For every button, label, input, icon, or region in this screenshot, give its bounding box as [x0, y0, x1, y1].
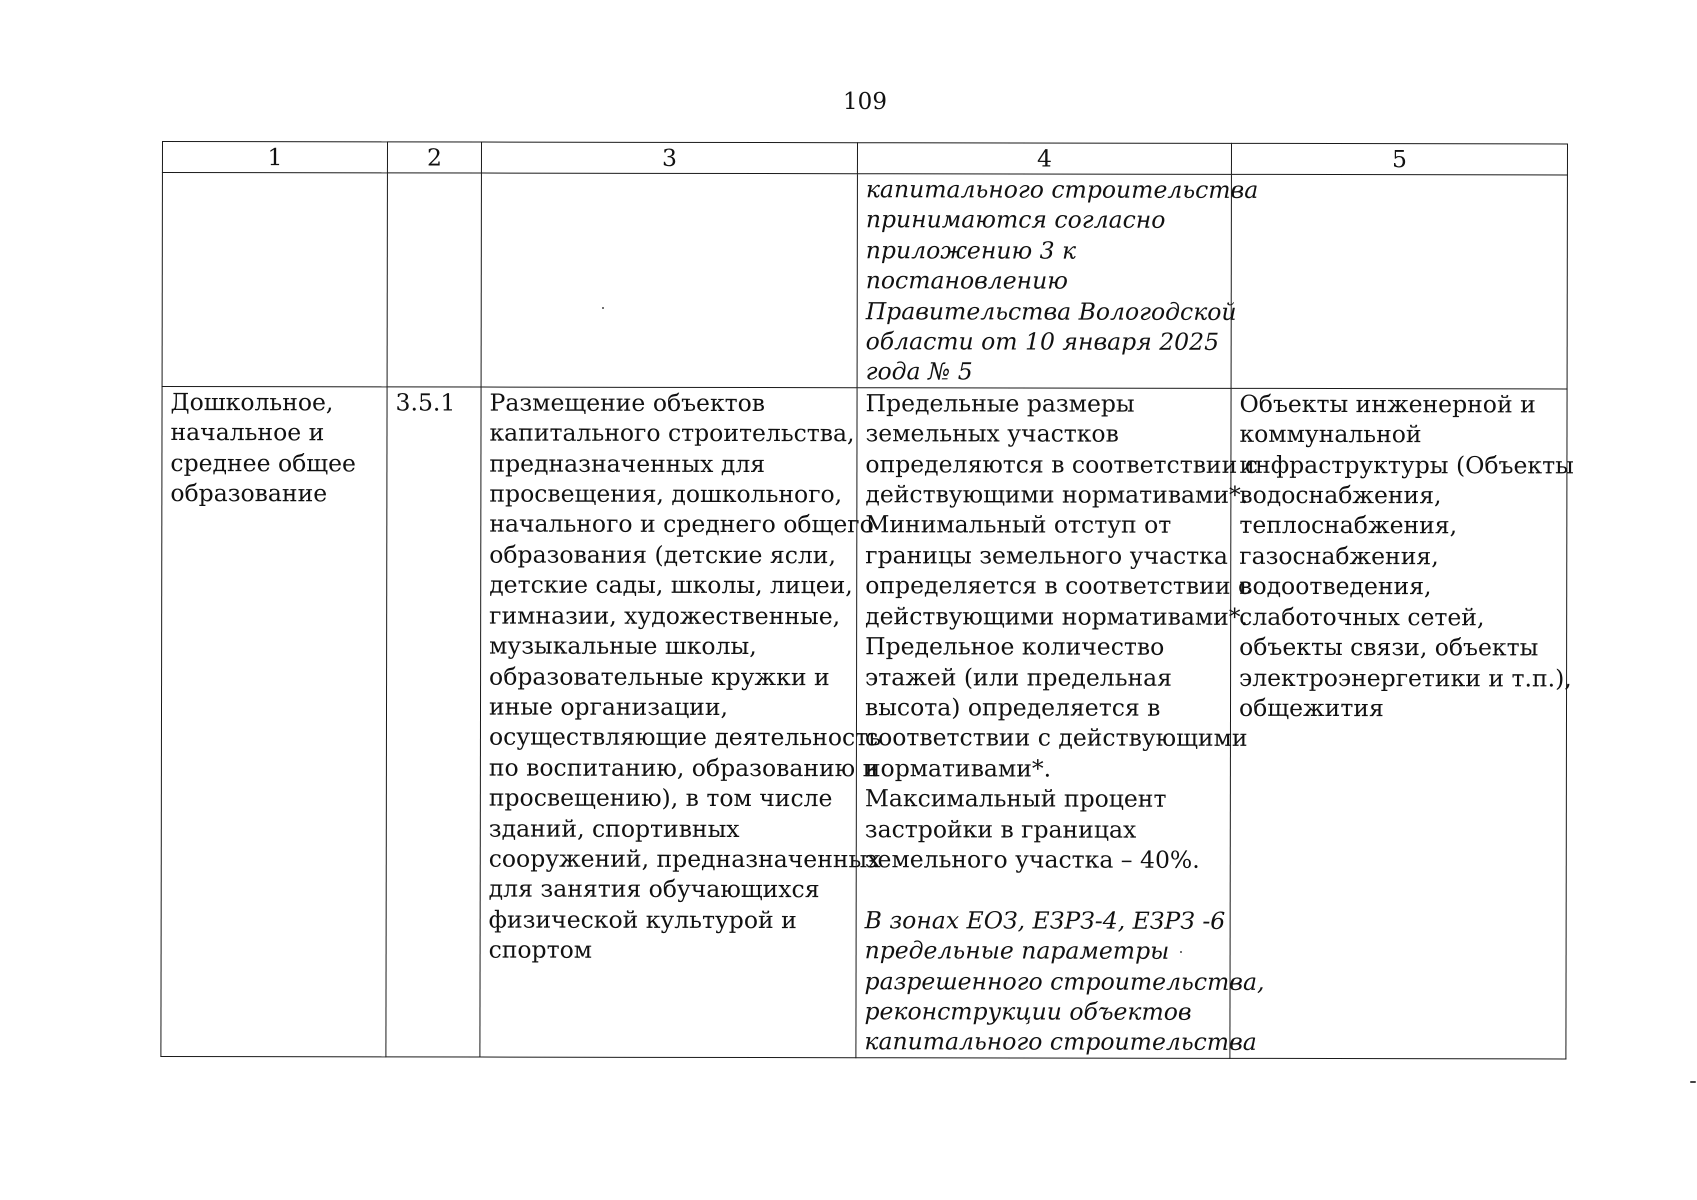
- description-line: капитального строительства,: [489, 418, 855, 448]
- use-name-line: Дошкольное,: [170, 387, 334, 417]
- cont-text-line: Правительства Вологодской: [865, 296, 1237, 326]
- education-row: [161, 386, 1567, 1058]
- parameters-line: соответствии с действующими: [864, 723, 1248, 753]
- cont-text-line: принимаются согласно: [865, 205, 1166, 235]
- zone-parameters-line: В зонах ЕОЗ, ЕЗРЗ-4, ЕЗРЗ -6: [864, 905, 1226, 935]
- parameters-line: действующими нормативами*.: [865, 601, 1249, 631]
- auxiliary-use-line: коммунальной: [1239, 420, 1422, 449]
- description-line: детские сады, школы, лицеи,: [489, 570, 853, 600]
- description-line: по воспитанию, образованию и: [488, 753, 879, 782]
- description-line: сооружений, предназначенных: [488, 844, 881, 874]
- column-header-3: 3: [481, 142, 857, 174]
- parameters-line: действующими нормативами*.: [865, 480, 1249, 509]
- description-line: музыкальные школы,: [489, 631, 757, 661]
- regulations-table: [160, 141, 1574, 1059]
- parameters-line: Максимальный процент: [864, 784, 1167, 813]
- auxiliary-use-line: теплоснабжения,: [1239, 511, 1458, 540]
- header-row: [162, 142, 1567, 175]
- description-line: для занятия обучающихся: [488, 874, 820, 904]
- parameters-line: Предельные размеры: [865, 389, 1135, 418]
- parameters-line: застройки в границах: [864, 814, 1137, 844]
- auxiliary-use-line: общежития: [1238, 693, 1384, 723]
- auxiliary-use-line: водоснабжения,: [1239, 480, 1442, 510]
- description-line: просвещения, дошкольного,: [489, 479, 843, 509]
- cont-text-line: области от 10 января 2025: [865, 327, 1220, 356]
- column-header-5: 5: [1231, 143, 1567, 175]
- column-header-1: 1: [162, 142, 387, 173]
- cont-text-line: приложению 3 к: [865, 236, 1077, 265]
- parameters-line: этажей (или предельная: [865, 662, 1173, 692]
- zone-parameters-line: реконструкции объектов: [864, 997, 1192, 1026]
- cont-text-line: года № 5: [865, 357, 973, 386]
- use-name-line: среднее общее: [170, 448, 356, 477]
- cont-text-line: капитального строительства: [865, 175, 1259, 204]
- description-line: начального и среднего общего: [489, 510, 874, 539]
- auxiliary-use-line: Объекты инженерной и: [1239, 389, 1536, 419]
- parameters-line: границы земельного участка: [865, 541, 1228, 570]
- parameters-cell: [856, 388, 1265, 1059]
- parameters-line: земельных участков: [865, 419, 1119, 448]
- column-header-4: 4: [857, 143, 1231, 175]
- description-line: предназначенных для: [489, 449, 766, 478]
- page-number: 109: [843, 89, 887, 115]
- use-name-line: образование: [170, 479, 328, 508]
- use-code: 3.5.1: [395, 388, 456, 417]
- use-name-cell: [161, 386, 387, 1056]
- description-line: образовательные кружки и: [489, 662, 830, 691]
- description-line: просвещению), в том числе: [488, 783, 833, 813]
- continuation-row: [162, 173, 1567, 389]
- description-line: гимназии, художественные,: [489, 601, 841, 630]
- cont-cell-1: [162, 173, 387, 387]
- parameters-line: Минимальный отступ от: [865, 510, 1172, 540]
- auxiliary-use-line: газоснабжения,: [1239, 541, 1439, 571]
- description-line: Размещение объектов: [489, 388, 766, 417]
- auxiliary-use-line: слаботочных сетей,: [1239, 602, 1485, 631]
- parameters-line: определяются в соответствии с: [865, 449, 1258, 479]
- description-line: иные организации,: [488, 692, 729, 721]
- cont-cell-4: [857, 174, 1259, 388]
- cont-text-line: постановлению: [865, 266, 1069, 295]
- auxiliary-uses-cell: [1230, 388, 1574, 1059]
- zone-parameters-line: предельные параметры: [864, 936, 1170, 965]
- parameters-line: Предельное количество: [865, 632, 1165, 661]
- cont-cell-5: [1231, 174, 1567, 388]
- description-line: осуществляющие деятельность: [488, 722, 881, 752]
- description-line: образования (детские ясли,: [489, 540, 836, 570]
- parameters-line: земельного участка – 40%.: [864, 845, 1200, 874]
- parameters-line: определяется в соответствии с: [865, 571, 1252, 601]
- paragraph-gap: [865, 875, 1222, 906]
- cont-cell-2: [387, 173, 481, 387]
- use-code-cell: [386, 387, 481, 1057]
- column-header-2: 2: [387, 142, 481, 173]
- use-description-cell: [480, 387, 881, 1058]
- parameters-line: высота) определяется в: [864, 693, 1161, 722]
- cont-cell-3: [481, 173, 857, 387]
- zone-parameters-line: капитального строительства: [864, 1027, 1257, 1057]
- auxiliary-use-line: электроэнергетики и т.п.),: [1239, 663, 1572, 692]
- auxiliary-use-line: инфраструктуры (Объекты: [1239, 450, 1574, 480]
- scan-speck: [1690, 1081, 1696, 1083]
- auxiliary-use-line: объекты связи, объекты: [1239, 632, 1539, 662]
- auxiliary-use-line: водоотведения,: [1239, 572, 1432, 601]
- scan-speck: [1180, 951, 1182, 953]
- use-name-line: начальное и: [170, 418, 325, 447]
- zone-parameters-line: разрешенного строительства,: [864, 966, 1265, 996]
- description-line: спортом: [488, 935, 593, 964]
- description-line: физической культурой и: [488, 905, 797, 934]
- scan-speck: [602, 307, 604, 309]
- description-line: зданий, спортивных: [488, 814, 740, 843]
- parameters-line: нормативами*.: [864, 753, 1052, 783]
